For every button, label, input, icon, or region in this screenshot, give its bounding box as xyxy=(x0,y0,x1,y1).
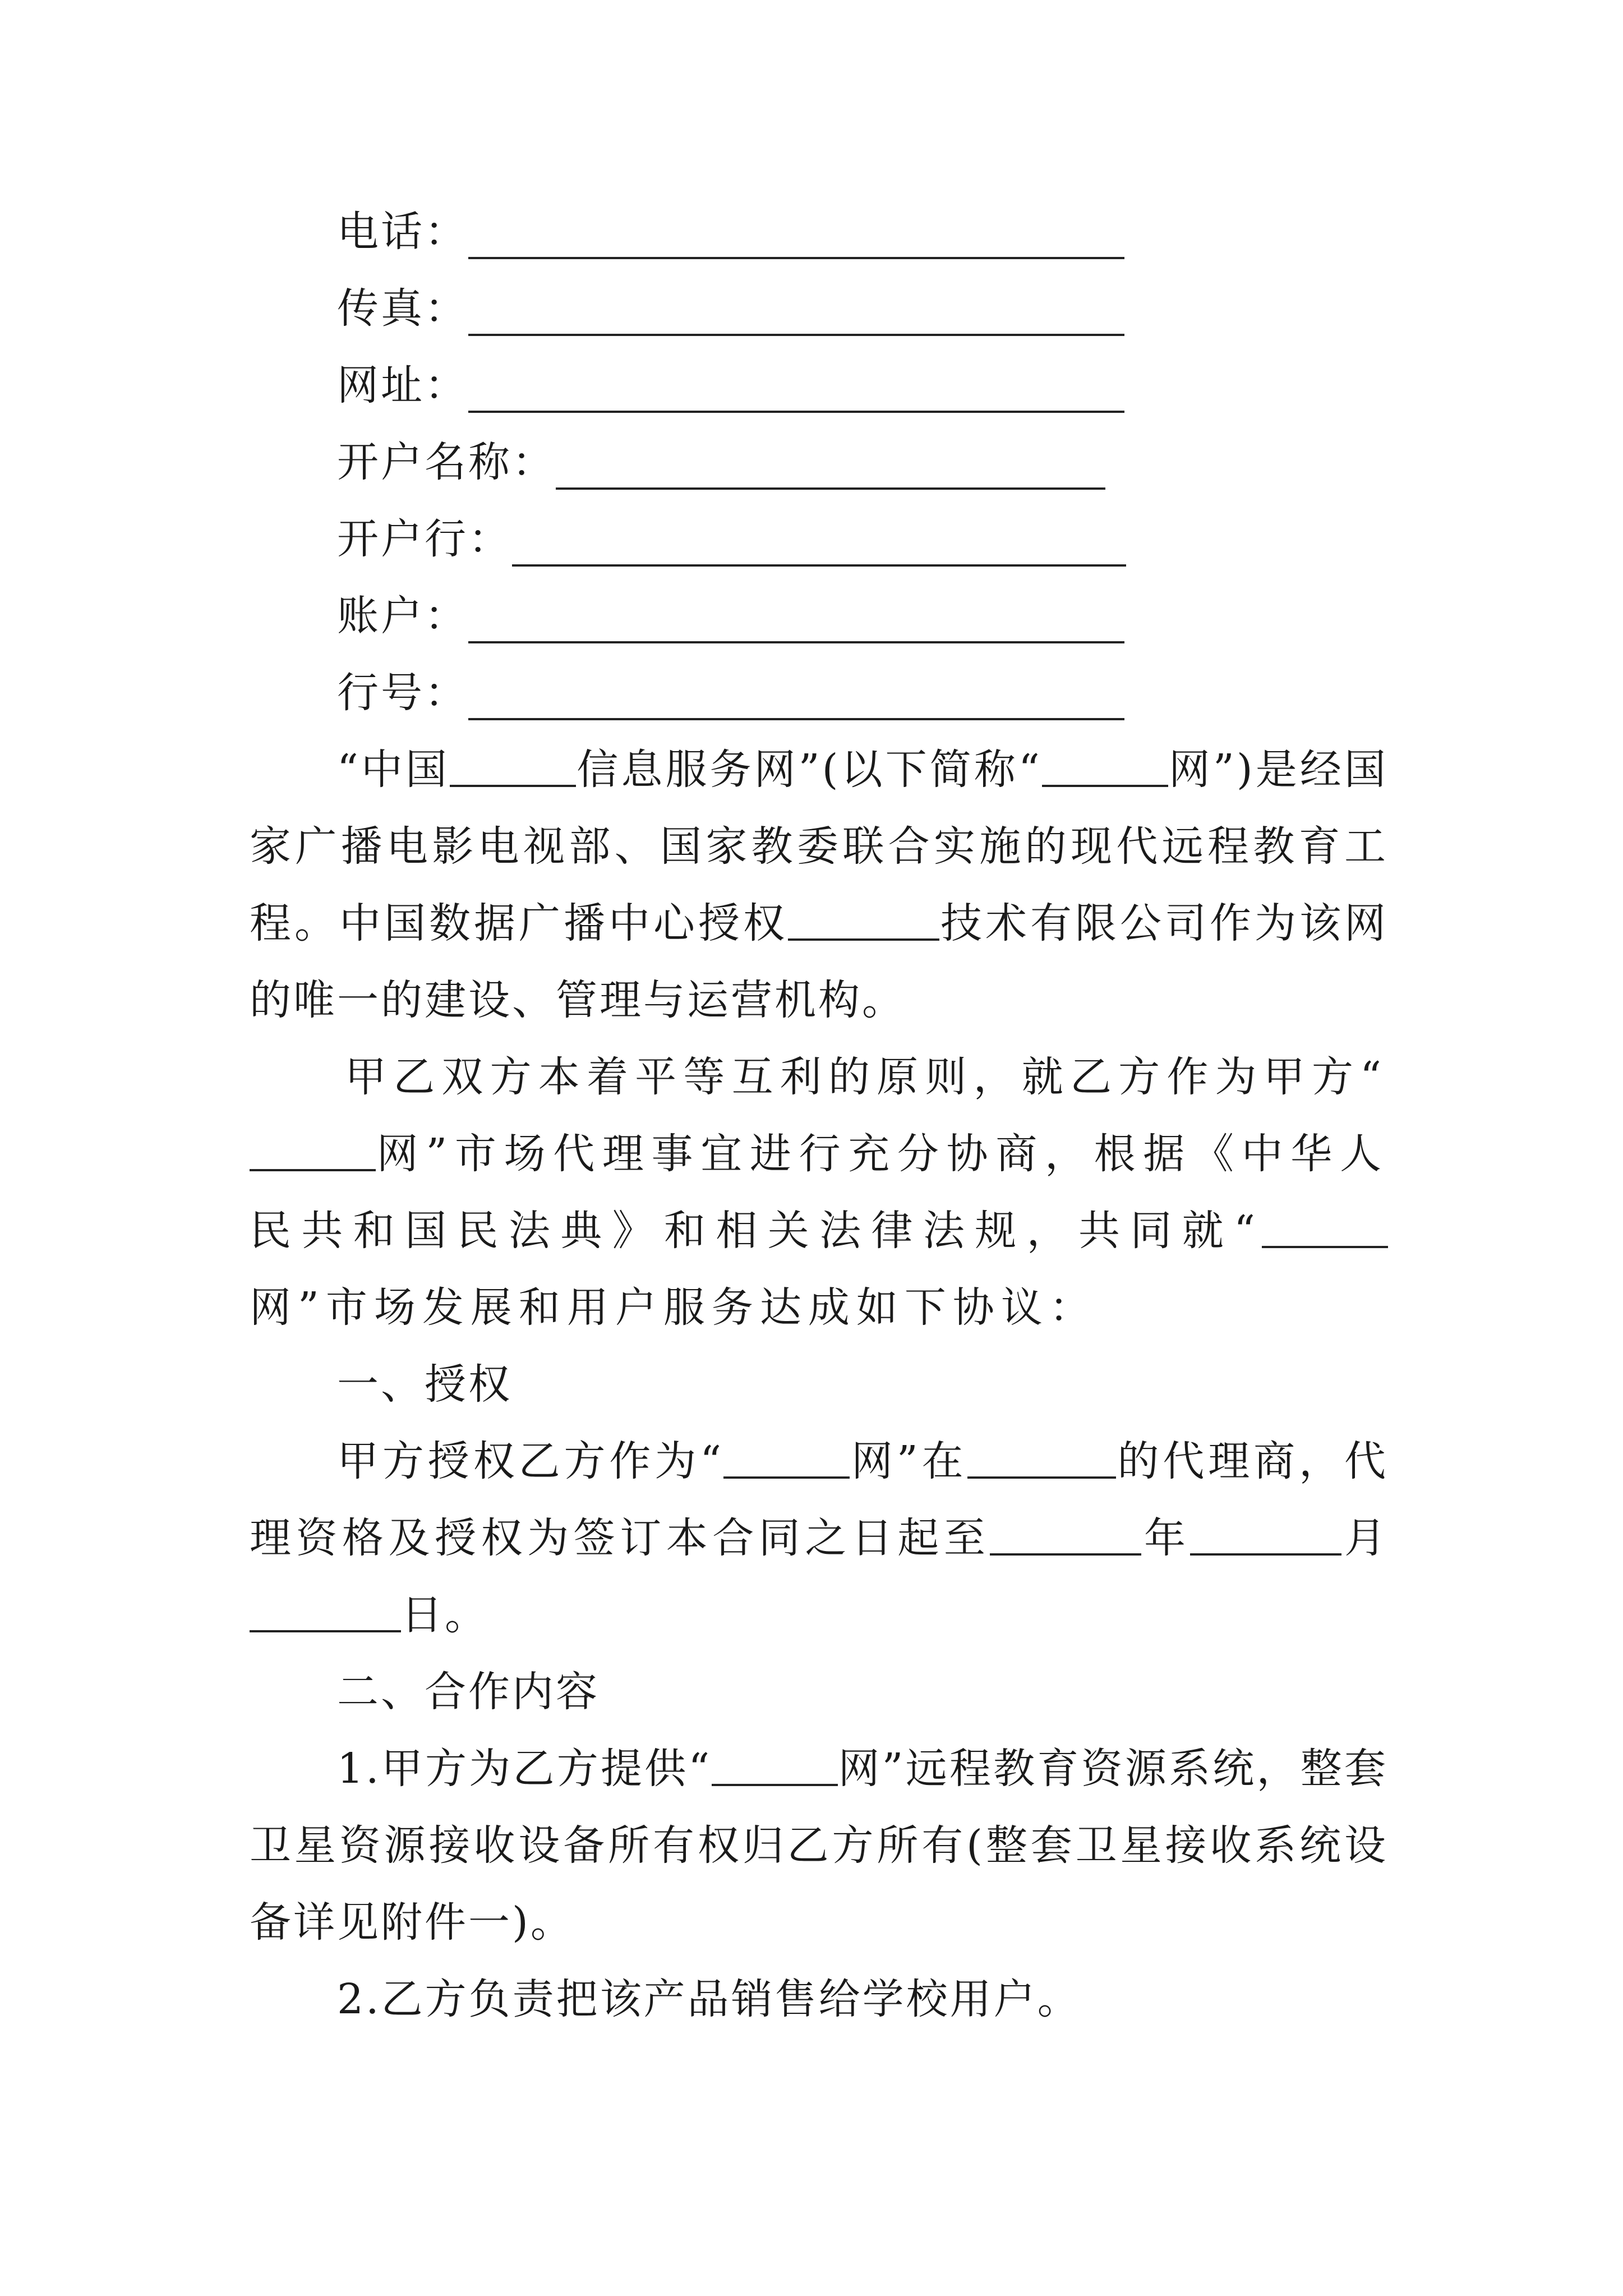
section-2-item-1-text-1: 1.甲方为乙方提供“ xyxy=(337,1745,712,1793)
section-1-text-3: 的代理商，代理资格及授权为签订本合同之日起至 xyxy=(250,1437,1388,1562)
section-1-text-2: 网”在 xyxy=(850,1437,967,1485)
section-1-paragraph xyxy=(250,1423,1388,1654)
phone-line xyxy=(250,194,1388,270)
phone-label: 电话： xyxy=(337,208,468,256)
bank-code-label: 行号： xyxy=(337,669,468,717)
account-blank xyxy=(468,596,1124,643)
section-1-text-1: 甲方授权乙方作为“ xyxy=(337,1437,724,1485)
bank-blank xyxy=(512,519,1126,567)
document-body xyxy=(250,194,1388,2038)
intro-paragraph xyxy=(250,731,1388,1039)
bank-code-line xyxy=(250,655,1388,731)
section-1-text-4: 年 xyxy=(1141,1514,1191,1562)
blank-line xyxy=(712,1742,838,1786)
intro-text-1: “中国 xyxy=(337,746,450,794)
intro-text-3: 网”)是经国家广播电影电视部、国家教委联合实施的现代远程教育工程。中国数据广播中心授权 xyxy=(250,746,1389,947)
account-name-label: 开户名称： xyxy=(337,438,556,486)
account-name-blank xyxy=(556,443,1105,490)
blank-line xyxy=(250,1589,401,1632)
website-label: 网址： xyxy=(337,361,468,409)
section-2-item-1 xyxy=(250,1731,1388,1961)
fax-label: 传真： xyxy=(337,284,468,333)
section-1-heading: 一、授权 xyxy=(337,1360,512,1409)
account-name-line xyxy=(250,424,1388,501)
section-2-item-2: 2.乙方负责把该产品销售给学校用户。 xyxy=(337,1975,1081,2023)
blank-line xyxy=(788,897,939,941)
blank-line xyxy=(990,1512,1141,1556)
blank-line xyxy=(1042,743,1168,787)
section-2-item-1-text-2: 网”远程教育资源系统，整套卫星资源接收设备所有权归乙方所有(整套卫星接收系统设备详见附件一)。 xyxy=(250,1745,1388,1947)
agreement-text-2: 网”市场代理事宜进行充分协商，根据《中华人民共和国民法典》和相关法律法规，共同就“ xyxy=(250,1130,1388,1255)
agreement-text-1: 甲乙双方本着平等互利的原则，就乙方作为甲方“ xyxy=(345,1053,1388,1101)
agreement-paragraph xyxy=(250,1039,1388,1346)
account-label: 账户： xyxy=(337,592,468,640)
account-line xyxy=(250,578,1388,655)
intro-text-2: 信息服务网”(以下简称“ xyxy=(576,746,1042,794)
section-2-heading: 二、合作内容 xyxy=(337,1668,600,1716)
fax-line xyxy=(250,270,1388,347)
website-blank xyxy=(468,366,1124,413)
intro-text-4: 技术有限公司作为该网的唯一的建设、管理与运营机构。 xyxy=(250,899,1388,1024)
blank-line xyxy=(723,1435,850,1479)
bank-code-blank xyxy=(468,673,1124,720)
blank-line xyxy=(1190,1512,1341,1556)
phone-blank xyxy=(468,212,1124,259)
agreement-text-3: 网”市场发展和用户服务达成如下协议： xyxy=(250,1283,1098,1332)
section-1-text-5: 月 xyxy=(1341,1514,1389,1562)
section-1-text-6: 日。 xyxy=(401,1591,488,1639)
bank-label: 开户行： xyxy=(337,515,512,563)
fax-blank xyxy=(468,289,1124,336)
blank-line xyxy=(250,1128,376,1171)
website-line xyxy=(250,347,1388,424)
blank-line xyxy=(450,743,576,787)
blank-line xyxy=(1262,1204,1388,1248)
blank-line xyxy=(967,1435,1116,1479)
bank-line xyxy=(250,501,1388,578)
